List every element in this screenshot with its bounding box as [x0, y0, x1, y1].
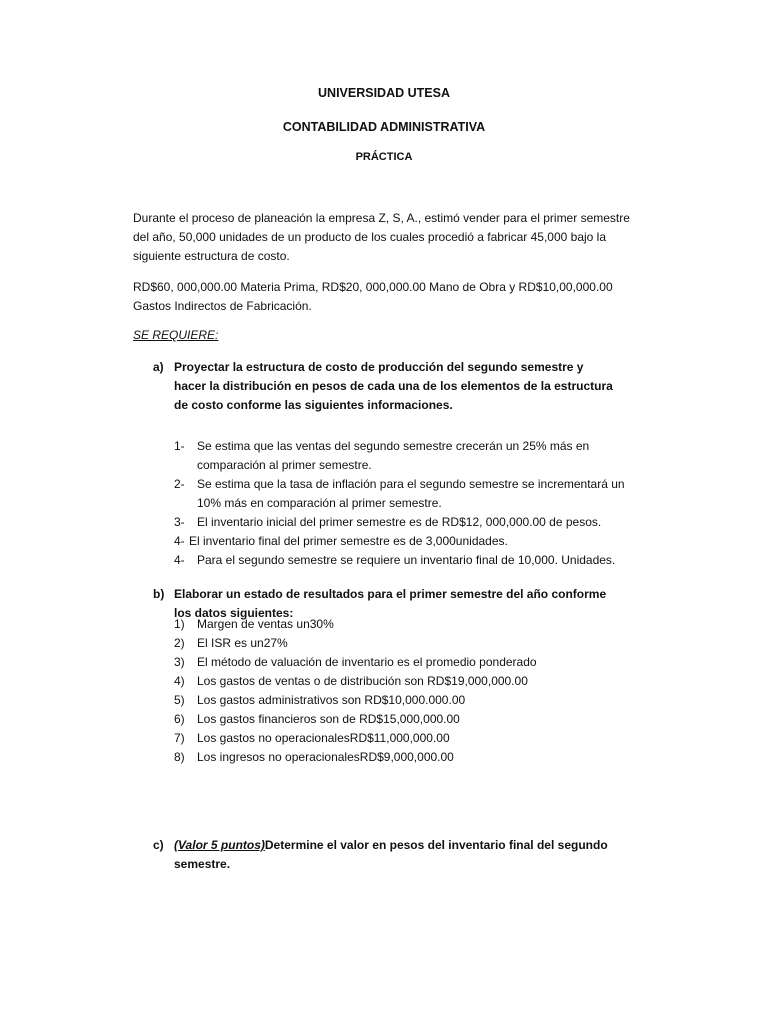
section-a — [153, 358, 613, 415]
cost-structure-paragraph: RD$60, 000,000.00 Materia Prima, RD$20, 000,000.00 Mano de Obra y RD$10,00,000.00 Gastos Indirectos de Fabricación. — [133, 280, 613, 313]
list-item-number: 1) — [174, 617, 185, 631]
document-type-title: PRÁCTICA — [355, 151, 413, 163]
section-b-text: Elaborar un estado de resultados para el primer semestre del año conforme los datos siguientes: — [174, 587, 607, 620]
list-item — [174, 710, 634, 729]
list-item — [174, 748, 634, 767]
list-item-number: 7) — [174, 731, 185, 745]
list-item-number: 6) — [174, 712, 185, 726]
list-item-text: Margen de ventas un30% — [197, 617, 334, 631]
list-item-text: El método de valuación de inventario es el promedio ponderado — [197, 655, 537, 669]
section-c-body — [174, 836, 613, 874]
list-item-number: 2- — [174, 477, 185, 491]
se-requiere-heading: SE REQUIERE: — [133, 328, 219, 342]
list-item-number: 8) — [174, 750, 185, 764]
list-item — [174, 653, 634, 672]
list-item-number: 4) — [174, 674, 185, 688]
list-item — [174, 729, 634, 748]
list-item — [174, 691, 634, 710]
list-item-number: 4- — [174, 534, 185, 548]
list-item — [174, 437, 634, 475]
list-item — [174, 634, 634, 653]
list-item — [174, 532, 634, 551]
list-item — [174, 475, 634, 513]
list-item-text: Los gastos no operacionalesRD$11,000,000.00 — [197, 731, 450, 745]
list-item-text: Los ingresos no operacionalesRD$9,000,000.00 — [197, 750, 454, 764]
list-item-text: Los gastos de ventas o de distribución son RD$19,000,000.00 — [197, 674, 528, 688]
list-item — [174, 672, 634, 691]
section-b-letter: b) — [153, 587, 165, 601]
list-item-text: Para el segundo semestre se requiere un inventario final de 10,000. Unidades. — [197, 553, 616, 567]
intro-paragraph: Durante el proceso de planeación la empresa Z, S, A., estimó vender para el primer semestre del año, 50,000 unidades de un producto de los cuales procedió a fabricar 45,000 bajo la siguiente estructura de costo. — [133, 211, 630, 263]
list-item — [174, 615, 634, 634]
section-a-text: Proyectar la estructura de costo de producción del segundo semestre y hacer la distribución en pesos de cada una de los elementos de la estructura de costo conforme las siguientes informaciones. — [174, 360, 613, 412]
list-item-text: Los gastos financieros son de RD$15,000,000.00 — [197, 712, 460, 726]
section-b-list — [174, 615, 634, 767]
course-title: CONTABILIDAD ADMINISTRATIVA — [282, 120, 486, 134]
section-c-letter: c) — [153, 838, 164, 852]
university-title: UNIVERSIDAD UTESA — [318, 86, 450, 100]
list-item-number: 1- — [174, 439, 185, 453]
list-item-number: 3) — [174, 655, 185, 669]
list-item — [174, 551, 634, 570]
list-item-number: 4- — [174, 553, 185, 567]
list-item-number: 5) — [174, 693, 185, 707]
section-c-text: Determine el valor en pesos del inventario final del segundo semestre. — [174, 838, 608, 871]
list-item-number: 2) — [174, 636, 185, 650]
section-a-list — [174, 437, 634, 570]
section-c — [153, 836, 613, 874]
list-item-text: Se estima que las ventas del segundo semestre crecerán un 25% más en comparación al primer semestre. — [197, 439, 590, 472]
list-item-text: El inventario inicial del primer semestre es de RD$12, 000,000.00 de pesos. — [197, 515, 602, 529]
section-a-letter: a) — [153, 360, 164, 374]
list-item-text: El inventario final del primer semestre es de 3,000unidades. — [189, 534, 508, 548]
list-item-text: Se estima que la tasa de inflación para el segundo semestre se incrementará un 10% más en comparación al primer semestre. — [197, 477, 625, 510]
list-item-text: El ISR es un27% — [197, 636, 288, 650]
list-item-number: 3- — [174, 515, 185, 529]
list-item — [174, 513, 634, 532]
list-item-text: Los gastos administrativos son RD$10,000.000.00 — [197, 693, 466, 707]
section-c-value-note: (Valor 5 puntos) — [174, 838, 265, 852]
